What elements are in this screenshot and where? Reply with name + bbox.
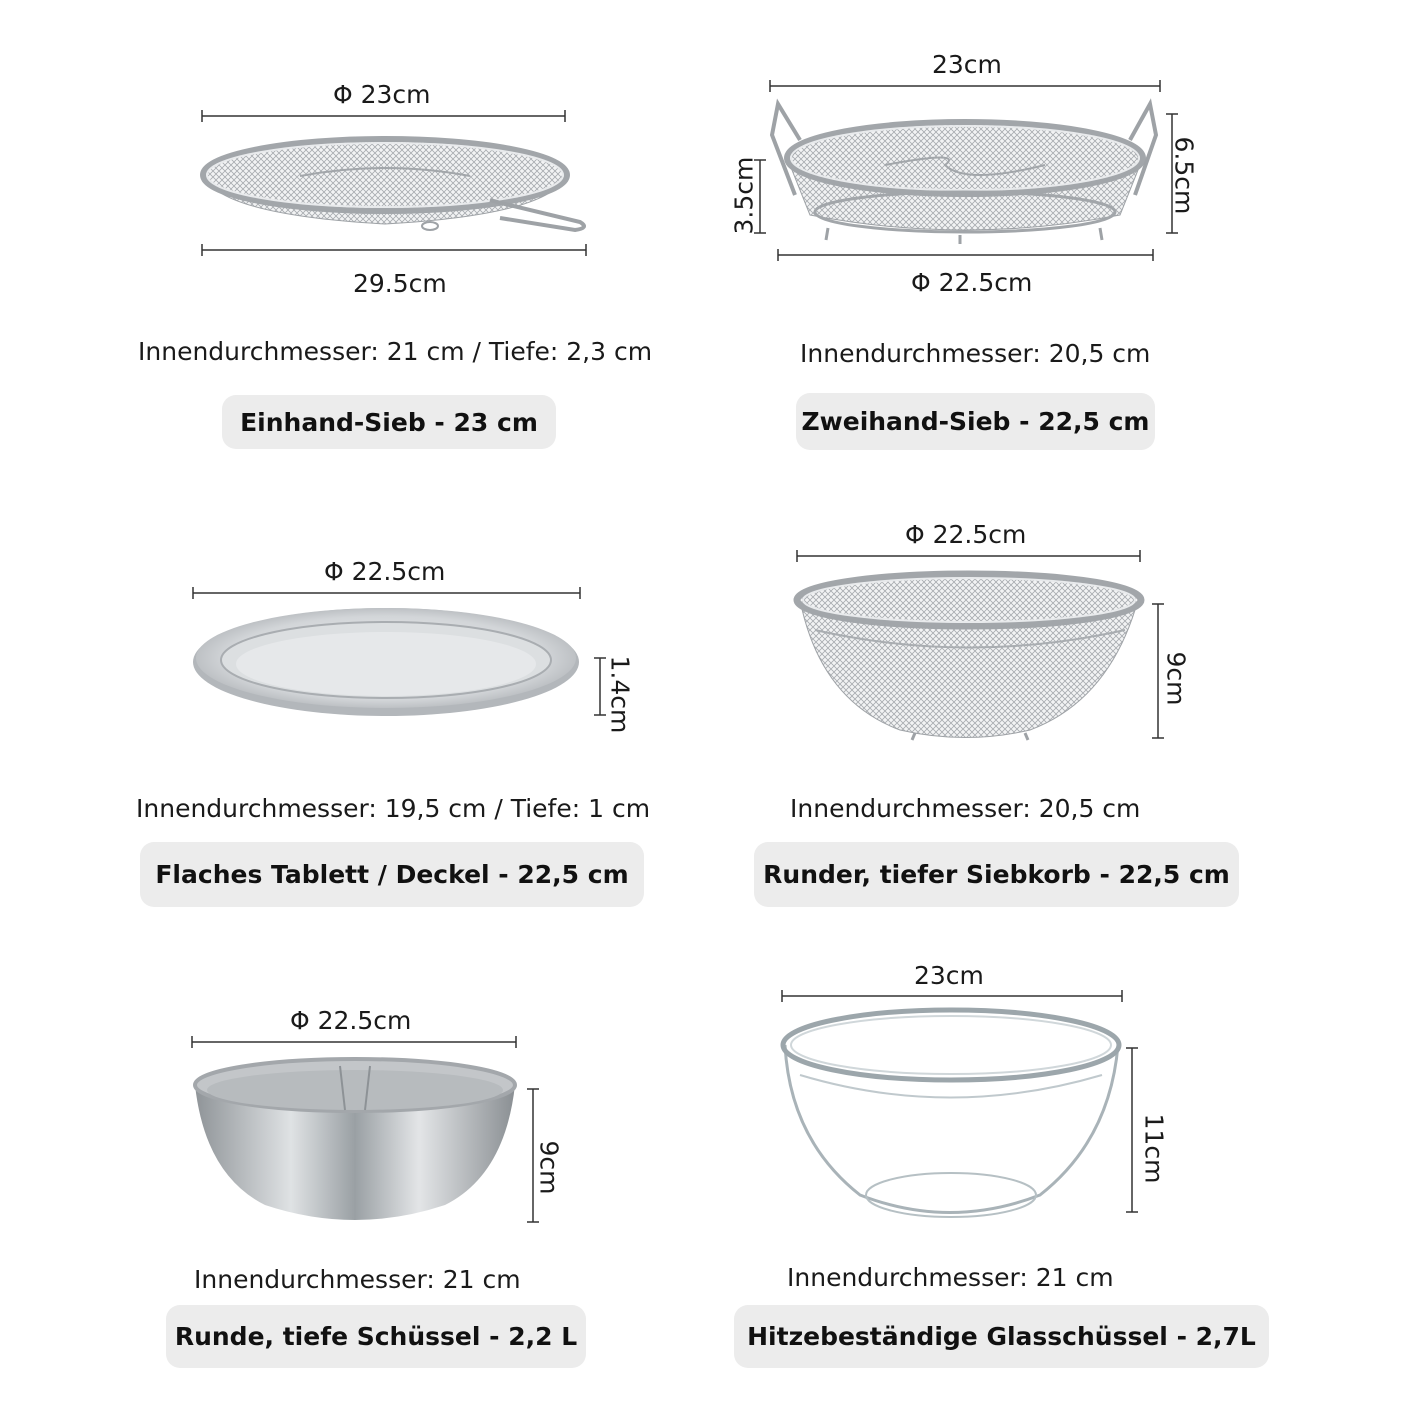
product-label: Runde, tiefe Schüssel - 2,2 L	[166, 1305, 586, 1368]
dimension-height: 9cm	[1161, 651, 1191, 706]
deep-strainer-basket-icon	[797, 574, 1141, 740]
flat-tray-icon	[193, 608, 579, 716]
dimension-height: 11cm	[1139, 1113, 1169, 1184]
dimension-diameter: Φ 22.5cm	[905, 520, 1027, 549]
inner-diameter-text: Innendurchmesser: 21 cm	[787, 1263, 1114, 1292]
single-handle-strainer-icon	[203, 138, 584, 230]
two-handle-strainer-icon	[772, 104, 1156, 244]
product-label: Runder, tiefer Siebkorb - 22,5 cm	[754, 842, 1239, 907]
dimension-depth: 1.4cm	[605, 655, 635, 734]
product-label: Einhand-Sieb - 23 cm	[222, 395, 556, 449]
dimension-height: 6.5cm	[1169, 136, 1199, 215]
inner-diameter-text: Innendurchmesser: 21 cm / Tiefe: 2,3 cm	[138, 337, 653, 366]
product-label: Hitzebeständige Glasschüssel - 2,7L	[734, 1305, 1269, 1368]
dimension-width: 23cm	[932, 50, 1002, 79]
product-label: Zweihand-Sieb - 22,5 cm	[796, 393, 1155, 450]
dimension-diameter: Φ 23cm	[333, 80, 431, 109]
inner-diameter-text: Innendurchmesser: 19,5 cm / Tiefe: 1 cm	[136, 794, 651, 823]
dimension-height: 9cm	[534, 1140, 564, 1195]
dimension-diameter: Φ 22.5cm	[290, 1006, 412, 1035]
dimension-width: 29.5cm	[353, 269, 447, 298]
dimension-diameter: Φ 22.5cm	[911, 268, 1033, 297]
dimension-width: 23cm	[914, 961, 984, 990]
inner-diameter-text: Innendurchmesser: 20,5 cm	[800, 339, 1151, 368]
dimension-diameter: Φ 22.5cm	[324, 557, 446, 586]
product-label: Flaches Tablett / Deckel - 22,5 cm	[140, 842, 644, 907]
dimension-depth: 3.5cm	[729, 156, 759, 235]
glass-bowl-icon	[783, 1010, 1119, 1217]
inner-diameter-text: Innendurchmesser: 21 cm	[194, 1265, 521, 1294]
steel-bowl-icon	[195, 1059, 515, 1220]
inner-diameter-text: Innendurchmesser: 20,5 cm	[790, 794, 1141, 823]
